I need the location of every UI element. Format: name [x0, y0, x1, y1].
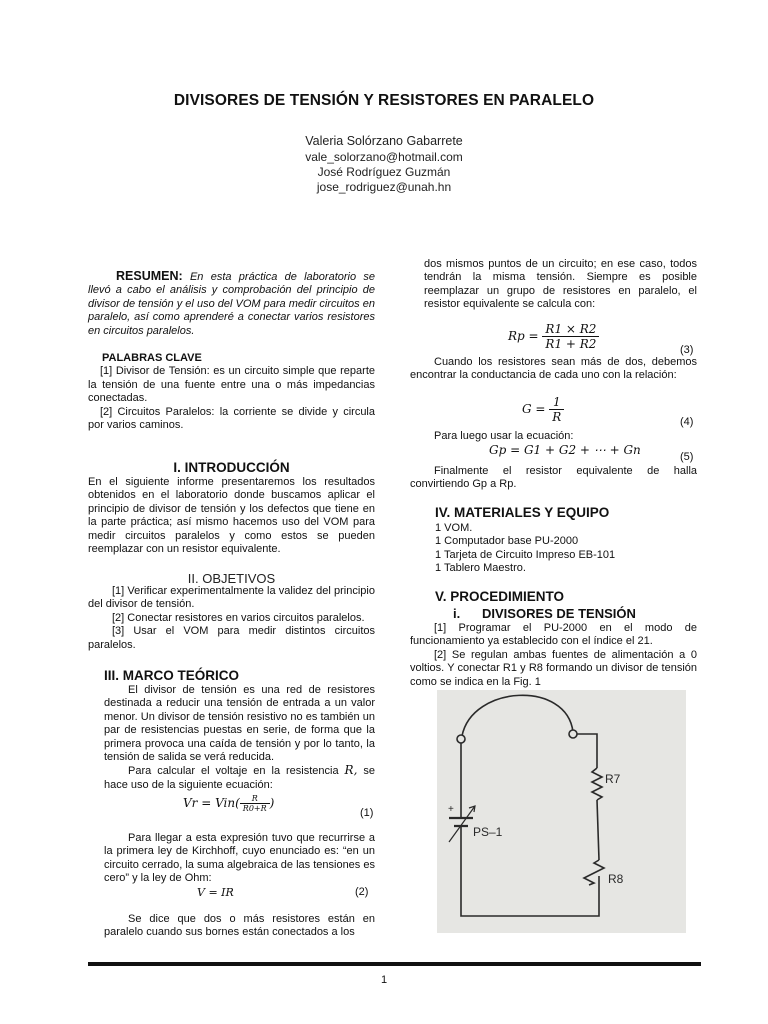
- col2-paragraph-1: dos mismos puntos de un circuito; en ese caso, todos tendrán la misma tensión. Siempre es posible reemplazar un grupo de resistores en paralelo, el resistor equivalente se calcula con:: [424, 258, 697, 311]
- col2-paragraph-4: [410, 465, 697, 492]
- equation-1-denominator: R0+R: [242, 804, 267, 813]
- material-item-2: 1 Computador base PU-2000: [435, 535, 579, 548]
- procedure-item-2: [2] Se regulan ambas fuentes de alimentación a 0 voltios. Y conectar R1 y R8 formando un divisor de tensión como se indica en la Fig. 1: [410, 648, 697, 688]
- equation-1-numerator: R: [240, 794, 270, 804]
- equation-4-numerator: 1: [549, 395, 564, 410]
- theory-paragraph-4: [104, 913, 375, 940]
- procedure-heading: V. PROCEDIMIENTO: [435, 589, 565, 604]
- label-ps1: PS–1: [473, 825, 503, 839]
- equation-3-denominator: R1 + R2: [545, 337, 597, 351]
- keywords-section: [88, 352, 375, 432]
- keyword-item-2: [2] Circuitos Paralelos: la corriente se divide y circula por varios caminos.: [88, 405, 375, 432]
- equation-5-number: (5): [680, 451, 694, 463]
- equation-3: [508, 322, 599, 351]
- intro-heading: I. INTRODUCCIÓN: [173, 460, 290, 475]
- theory-paragraph-2b: se hace uso de la siguiente ecuación:: [104, 765, 375, 791]
- theory-paragraph-4-text: Se dice que dos o más resistores están en paralelo cuando sus bornes están conectados a los: [104, 913, 375, 939]
- page-number: 1: [380, 974, 388, 986]
- equation-3-number: (3): [680, 344, 694, 356]
- procedure-item-1: [1] Programar el PU-2000 en el modo de funcionamiento ya establecido con el índice el 21.: [410, 622, 697, 648]
- author-name-2: José Rodríguez Guzmán: [317, 165, 451, 179]
- equation-1: [183, 794, 274, 813]
- col2-paragraph-2-text: Cuando los resistores sean más de dos, debemos encontrar la conductancia de cada uno con la relación:: [410, 356, 697, 382]
- theory-section: [104, 684, 375, 792]
- theory-heading: III. MARCO TEÓRICO: [104, 668, 239, 683]
- theory-paragraph-2a: Para calcular el voltaje en la resistencia: [128, 765, 339, 778]
- author-name-1: Valeria Solórzano Gabarrete: [305, 134, 463, 148]
- equation-4-number: (4): [680, 416, 694, 428]
- equation-1-number: (1): [360, 807, 374, 819]
- material-item-3: 1 Tarjeta de Circuito Impreso EB-101: [435, 548, 616, 561]
- equation-5: Gp = G1 + G2 + ⋯ + Gn: [489, 443, 641, 457]
- materials-heading: IV. MATERIALES Y EQUIPO: [435, 505, 610, 520]
- equation-2: V = IR: [197, 886, 234, 899]
- variable-r: R,: [344, 763, 358, 778]
- abstract: [88, 270, 375, 338]
- equation-3-numerator: R1 × R2: [542, 322, 599, 337]
- materials-list: [435, 522, 697, 576]
- footer-rule: [88, 962, 701, 966]
- paper-title: DIVISORES DE TENSIÓN Y RESISTORES EN PARALELO: [173, 92, 595, 109]
- circuit-figure: [437, 690, 686, 933]
- theory-paragraph-3: [104, 832, 375, 886]
- keywords-heading: PALABRAS CLAVE: [102, 352, 202, 364]
- intro-text: En el siguiente informe presentaremos los resultados obtenidos en el laboratorio donde buscamos aplicar el principio de divisor de tensión y los defectos que tiene en la parte práctica; así mismo hacemos uso del VOM para medir circuitos paralelos y como estos se pueden reemplazar con un resistor equivalente.: [88, 476, 375, 556]
- material-item-4: 1 Tablero Maestro.: [435, 562, 526, 575]
- terminal-right: [569, 730, 577, 738]
- objective-item-2: [2] Conectar resistores en varios circuitos paralelos.: [112, 611, 365, 624]
- material-item-1: 1 VOM.: [435, 522, 473, 534]
- label-plus: +: [448, 804, 454, 815]
- theory-paragraph-3-text: Para llegar a esta expresión tuvo que recurrirse a la primera ley de Kirchhoff, cuyo enunciado es: “en un circuito cerrado, la suma algebraica de las tensiones es cero” y la ley de Ohm:: [104, 832, 375, 885]
- equation-4-denominator: R: [552, 410, 562, 424]
- abstract-text: En esta práctica de laboratorio se llevó a cabo el análisis y comprobación del principio de divisor de tensión y el uso del VOM para medir circuitos en paralelo, así como aprenderé a conectar varios resistores en circuitos paralelos.: [88, 271, 375, 337]
- equation-3-lhs: Rp =: [508, 329, 539, 343]
- equation-2-number: (2): [355, 886, 369, 898]
- author-email-2: jose_rodriguez@unah.hn: [316, 180, 452, 194]
- col2-paragraph-2: [410, 356, 697, 383]
- keyword-item-1: [1] Divisor de Tensión: es un circuito simple que reparte la tensión de una fuente entre una o más impedancias conectadas.: [88, 365, 375, 405]
- equation-4-lhs: G =: [522, 402, 546, 416]
- col2-paragraph-4-text: Finalmente el resistor equivalente de halla convirtiendo Gp a Rp.: [410, 465, 697, 491]
- equation-1-rhs: ): [269, 796, 275, 810]
- author-email-1: vale_solorzano@hotmail.com: [305, 150, 463, 164]
- terminal-left: [457, 735, 465, 743]
- theory-paragraph-1: El divisor de tensión es una red de resistores destinada a reducir una tensión de entrada a un valor menor. Un divisor de tensión resistivo no es también un par de resistencias puestas en serie, de forma que la primera provoca una caída de tensión y por lo tanto, la tensión de salida se verá reducida.: [104, 684, 375, 764]
- procedure-subheading: DIVISORES DE TENSIÓN: [482, 606, 636, 621]
- procedure-subheading-number: i.: [453, 606, 461, 621]
- col2-paragraph-3: Para luego usar la ecuación:: [434, 430, 574, 442]
- equation-1-lhs: Vr = Vin(: [183, 796, 240, 810]
- label-r7: R7: [605, 772, 621, 786]
- objective-item-3: [3] Usar el VOM para medir distintos circuitos paralelos.: [88, 625, 375, 651]
- abstract-label: RESUMEN:: [116, 269, 183, 283]
- equation-4: [522, 395, 564, 424]
- objectives-list: [88, 585, 375, 652]
- objective-item-1: [1] Verificar experimentalmente la validez del principio del divisor de tensión.: [88, 585, 375, 611]
- objectives-heading: II. OBJETIVOS: [187, 571, 276, 586]
- label-r8: R8: [608, 872, 624, 886]
- procedure-list: [410, 622, 697, 689]
